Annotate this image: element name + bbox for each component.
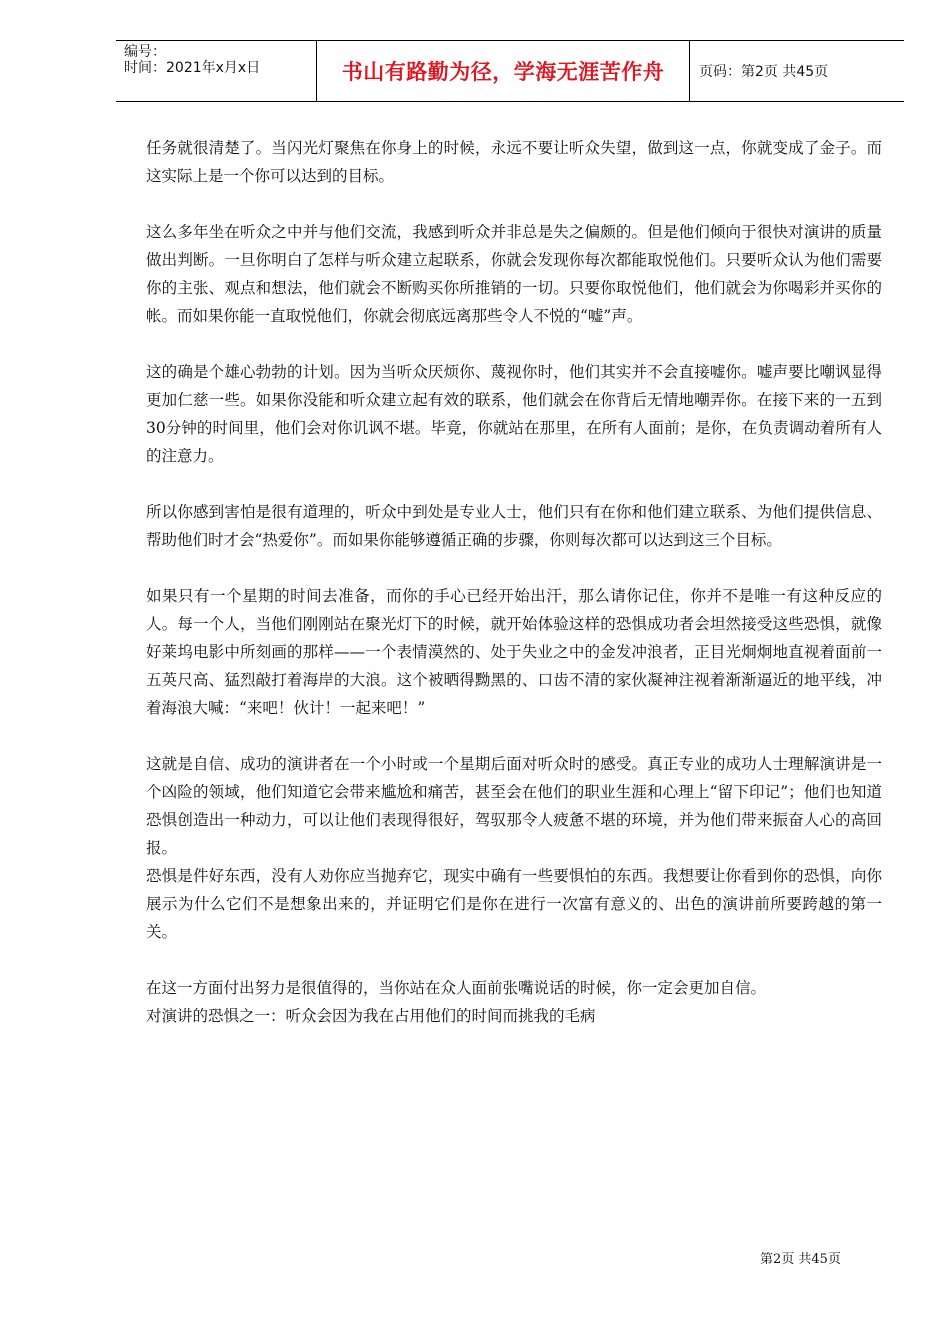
page-footer: 第2页 共45页 bbox=[760, 1252, 841, 1267]
section-heading: 对演讲的恐惧之一：听众会因为我在占用他们的时间而挑我的毛病 bbox=[146, 1007, 596, 1025]
document-date: 时间：2021年x月x日 bbox=[124, 60, 261, 76]
paragraph: 这的确是个雄心勃勃的计划。因为当听众厌烦你、蔑视你时，他们其实并不会直接嘘你。嘘声要比嘲讽显得更加仁慈一些。如果你没能和听众建立起有效的联系，他们就会在你背后无情地嘲弄你。在接下来的一五到30分钟的时间里，他们会对你讥讽不堪。毕竟，你就站在那里，在所有人面前；是你，在负责调动着所有人的注意力。 bbox=[146, 363, 882, 465]
paragraph: 在这一方面付出努力是很值得的，当你站在众人面前张嘴说话的时候，你一定会更加自信。 bbox=[146, 979, 767, 997]
header-meta bbox=[116, 41, 316, 101]
paragraph: 这就是自信、成功的演讲者在一个小时或一个星期后面对听众时的感受。真正专业的成功人士理解演讲是一个凶险的领域，他们知道它会带来尴尬和痛苦，甚至会在他们的职业生涯和心理上“留下印记”；他们也知道恐惧创造出一种动力，可以让他们表现得很好，驾驭那令人疲惫不堪的环境，并为他们带来振奋人心的高回报。 bbox=[146, 755, 882, 857]
paragraph: 所以你感到害怕是很有道理的，听众中到处是专业人士，他们只有在你和他们建立联系、为他们提供信息、帮助他们时才会“热爱你”。而如果你能够遵循正确的步骤，你则每次都可以达到这三个目标。 bbox=[146, 503, 882, 549]
paragraph: 任务就很清楚了。当闪光灯聚焦在你身上的时候，永远不要让听众失望，做到这一点，你就变成了金子。而这实际上是一个你可以达到的目标。 bbox=[146, 139, 882, 185]
paragraph: 如果只有一个星期的时间去准备，而你的手心已经开始出汗，那么请你记住，你并不是唯一有这种反应的人。每一个人，当他们刚刚站在聚光灯下的时候，就开始体验这样的恐惧成功者会坦然接受这些恐惧，就像好莱坞电影中所刻画的那样——一个表情漠然的、处于失业之中的金发冲浪者，正目光炯炯地直视着面前一五英尺高、猛烈敲打着海岸的大浪。这个被晒得黝黑的、口齿不清的家伙凝神注视着渐渐逼近的地平线，冲着海浪大喊：“来吧！伙计！一起来吧！” bbox=[146, 587, 882, 717]
document-body bbox=[146, 134, 882, 1058]
paragraph: 恐惧是件好东西，没有人劝你应当抛弃它，现实中确有一些要惧怕的东西。我想要让你看到你的恐惧，向你展示为什么它们不是想象出来的，并证明它们是你在进行一次富有意义的、出色的演讲前所要跨越的第一关。 bbox=[146, 867, 882, 941]
header-motto: 书山有路勤为径，学海无涯苦作舟 bbox=[341, 59, 665, 84]
document-number-label: 编号： bbox=[124, 44, 166, 60]
page-header bbox=[116, 40, 904, 102]
paragraph: 这么多年坐在听众之中并与他们交流，我感到听众并非总是失之偏颇的。但是他们倾向于很快对演讲的质量做出判断。一旦你明白了怎样与听众建立起联系，你就会发现你每次都能取悦他们。只要听众认为他们需要你的主张、观点和想法，他们就会不断购买你所推销的一切。只要你取悦他们，他们就会为你喝彩并买你的帐。而如果你能一直取悦他们，你就会彻底远离那些令人不悦的“嘘”声。 bbox=[146, 223, 882, 325]
header-page-info: 页码：第2页 共45页 bbox=[699, 64, 829, 80]
header-motto-cell bbox=[316, 41, 690, 101]
